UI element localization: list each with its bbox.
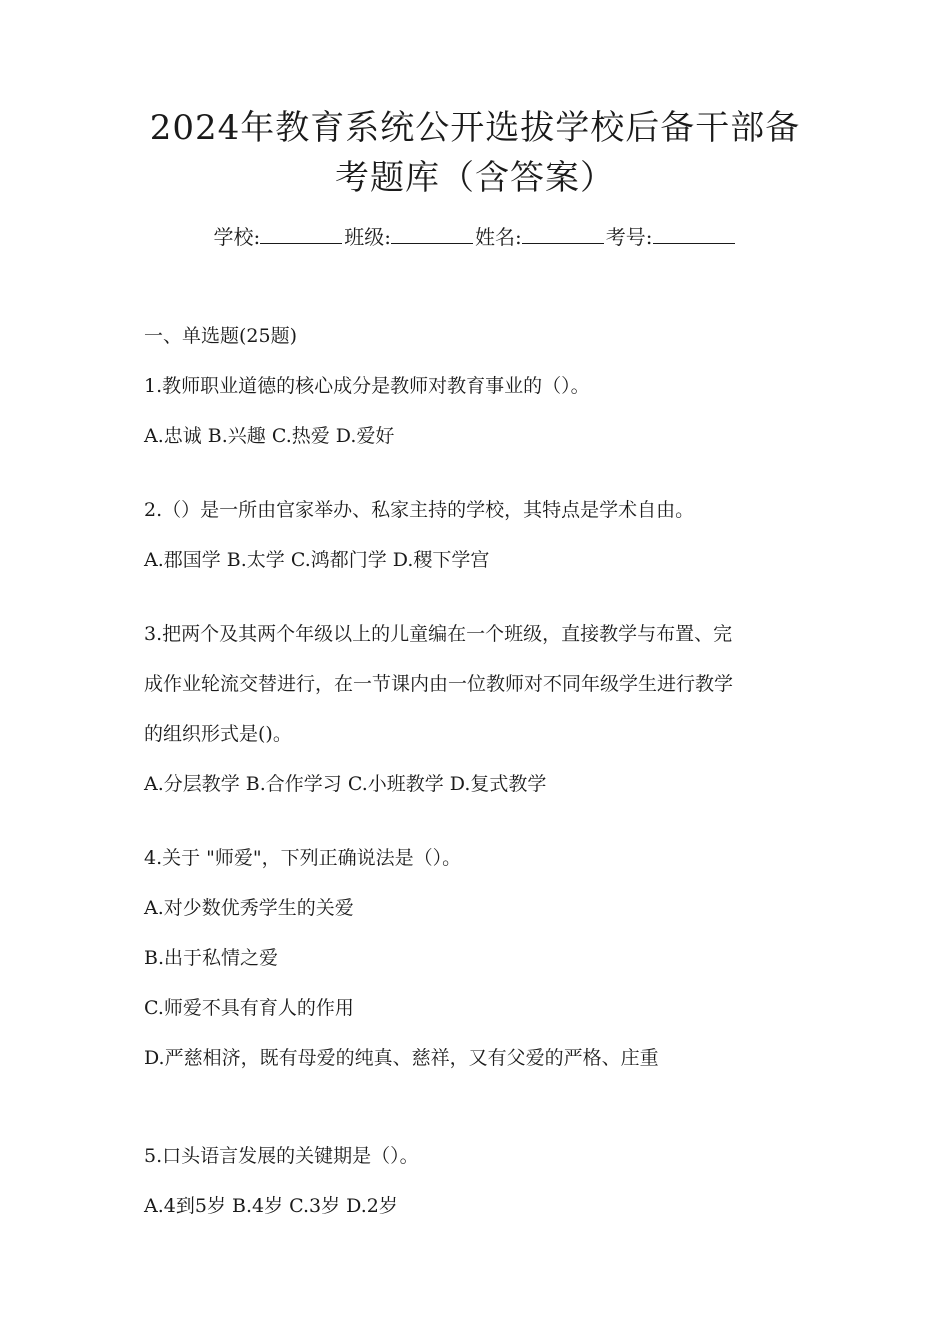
student-info-row (0, 224, 950, 250)
question-5-options: A.4到5岁 B.4岁 C.3岁 D.2岁 (144, 1195, 398, 1217)
field-class-blank[interactable] (391, 225, 473, 244)
question-1-options: A.忠诚 B.兴趣 C.热爱 D.爱好 (144, 425, 395, 447)
field-class-label: 班级: (344, 225, 391, 249)
field-school (214, 224, 345, 250)
question-4-option-d: D.严慈相济，既有母爱的纯真、慈祥，又有父爱的严格、庄重 (144, 1047, 659, 1069)
field-exam-number (606, 224, 737, 250)
doc-title-line-2: 考题库（含答案） (335, 158, 615, 198)
field-exam-number-blank[interactable] (653, 225, 735, 244)
field-school-label: 学校: (213, 225, 261, 249)
question-4-option-b: B.出于私情之爱 (144, 947, 279, 969)
field-exam-number-label: 考号: (605, 225, 653, 249)
field-name (475, 224, 606, 250)
field-class (344, 224, 475, 250)
question-4-option-c: C.师爱不具有育人的作用 (144, 997, 354, 1019)
question-2-stem: 2.（）是一所由官家举办、私家主持的学校，其特点是学术自由。 (144, 499, 695, 521)
question-3-stem-line-1: 3.把两个及其两个年级以上的儿童编在一个班级，直接教学与布置、完 (144, 623, 733, 645)
question-4-option-a: A.对少数优秀学生的关爱 (144, 897, 354, 919)
question-1-stem: 1.教师职业道德的核心成分是教师对教育事业的（）。 (144, 375, 590, 397)
doc-title-line-1: 2024年教育系统公开选拔学校后备干部备 (149, 108, 801, 148)
question-3-options: A.分层教学 B.合作学习 C.小班教学 D.复式教学 (144, 773, 547, 795)
question-4-stem: 4.关于 "师爱"，下列正确说法是（）。 (144, 847, 462, 869)
field-name-blank[interactable] (522, 225, 604, 244)
question-3-stem-line-2: 成作业轮流交替进行，在一节课内由一位教师对不同年级学生进行教学 (144, 673, 734, 695)
question-5-stem: 5.口头语言发展的关键期是（）。 (144, 1145, 419, 1167)
field-school-blank[interactable] (260, 225, 342, 244)
question-3-stem-line-3: 的组织形式是()。 (144, 723, 292, 745)
field-name-label: 姓名: (475, 225, 522, 249)
question-2-options: A.郡国学 B.太学 C.鸿都门学 D.稷下学宫 (144, 549, 490, 571)
section-heading: 一、单选题(25题) (144, 325, 298, 347)
